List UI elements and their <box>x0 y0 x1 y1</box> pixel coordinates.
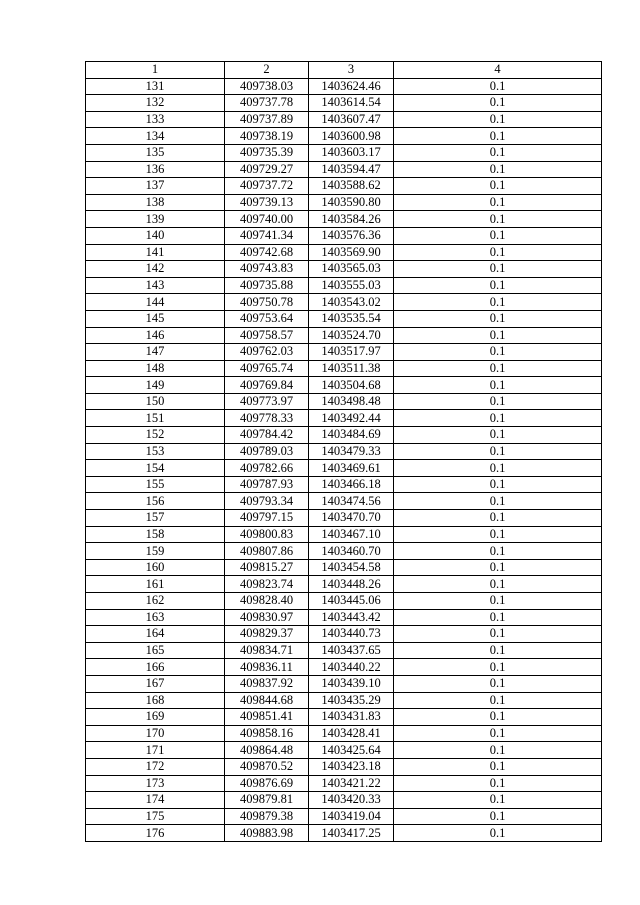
x-coordinate-cell: 409851.41 <box>225 709 309 726</box>
y-coordinate-cell: 1403435.29 <box>309 692 394 709</box>
y-coordinate-cell: 1403600.98 <box>309 128 394 145</box>
column-header-3: 3 <box>309 62 394 79</box>
table-row <box>86 825 602 842</box>
accuracy-cell: 0.1 <box>394 725 602 742</box>
table-row <box>86 493 602 510</box>
y-coordinate-cell: 1403445.06 <box>309 593 394 610</box>
x-coordinate-cell: 409797.15 <box>225 510 309 527</box>
table-row <box>86 360 602 377</box>
point-number-cell: 148 <box>86 360 225 377</box>
accuracy-cell: 0.1 <box>394 443 602 460</box>
accuracy-cell: 0.1 <box>394 360 602 377</box>
table-row <box>86 227 602 244</box>
accuracy-cell: 0.1 <box>394 178 602 195</box>
accuracy-cell: 0.1 <box>394 327 602 344</box>
accuracy-cell: 0.1 <box>394 792 602 809</box>
accuracy-cell: 0.1 <box>394 144 602 161</box>
y-coordinate-cell: 1403484.69 <box>309 427 394 444</box>
table-row <box>86 543 602 560</box>
point-number-cell: 137 <box>86 178 225 195</box>
accuracy-cell: 0.1 <box>394 377 602 394</box>
table-row <box>86 111 602 128</box>
y-coordinate-cell: 1403517.97 <box>309 344 394 361</box>
x-coordinate-cell: 409879.81 <box>225 792 309 809</box>
accuracy-cell: 0.1 <box>394 626 602 643</box>
point-number-cell: 167 <box>86 675 225 692</box>
x-coordinate-cell: 409793.34 <box>225 493 309 510</box>
point-number-cell: 161 <box>86 576 225 593</box>
y-coordinate-cell: 1403492.44 <box>309 410 394 427</box>
table-row <box>86 725 602 742</box>
y-coordinate-cell: 1403498.48 <box>309 393 394 410</box>
table-row <box>86 443 602 460</box>
x-coordinate-cell: 409778.33 <box>225 410 309 427</box>
point-number-cell: 140 <box>86 227 225 244</box>
y-coordinate-cell: 1403504.68 <box>309 377 394 394</box>
accuracy-cell: 0.1 <box>394 476 602 493</box>
table-row <box>86 775 602 792</box>
point-number-cell: 146 <box>86 327 225 344</box>
y-coordinate-cell: 1403440.22 <box>309 659 394 676</box>
table-row <box>86 393 602 410</box>
point-number-cell: 162 <box>86 593 225 610</box>
y-coordinate-cell: 1403440.73 <box>309 626 394 643</box>
table-header <box>86 62 602 79</box>
table-row <box>86 709 602 726</box>
accuracy-cell: 0.1 <box>394 593 602 610</box>
accuracy-cell: 0.1 <box>394 277 602 294</box>
accuracy-cell: 0.1 <box>394 161 602 178</box>
accuracy-cell: 0.1 <box>394 393 602 410</box>
table-row <box>86 642 602 659</box>
point-number-cell: 156 <box>86 493 225 510</box>
point-number-cell: 175 <box>86 808 225 825</box>
x-coordinate-cell: 409784.42 <box>225 427 309 444</box>
y-coordinate-cell: 1403588.62 <box>309 178 394 195</box>
accuracy-cell: 0.1 <box>394 227 602 244</box>
x-coordinate-cell: 409807.86 <box>225 543 309 560</box>
table-row <box>86 310 602 327</box>
y-coordinate-cell: 1403565.03 <box>309 261 394 278</box>
point-number-cell: 131 <box>86 78 225 95</box>
x-coordinate-cell: 409739.13 <box>225 194 309 211</box>
accuracy-cell: 0.1 <box>394 510 602 527</box>
table-row <box>86 460 602 477</box>
point-number-cell: 133 <box>86 111 225 128</box>
point-number-cell: 136 <box>86 161 225 178</box>
table-row <box>86 675 602 692</box>
accuracy-cell: 0.1 <box>394 742 602 759</box>
accuracy-cell: 0.1 <box>394 808 602 825</box>
accuracy-cell: 0.1 <box>394 576 602 593</box>
table-row <box>86 277 602 294</box>
point-number-cell: 150 <box>86 393 225 410</box>
point-number-cell: 139 <box>86 211 225 228</box>
x-coordinate-cell: 409834.71 <box>225 642 309 659</box>
x-coordinate-cell: 409743.83 <box>225 261 309 278</box>
table-row <box>86 410 602 427</box>
table-row <box>86 476 602 493</box>
x-coordinate-cell: 409836.11 <box>225 659 309 676</box>
table-row <box>86 178 602 195</box>
table-row <box>86 576 602 593</box>
column-header-1: 1 <box>86 62 225 79</box>
accuracy-cell: 0.1 <box>394 709 602 726</box>
point-number-cell: 144 <box>86 294 225 311</box>
point-number-cell: 135 <box>86 144 225 161</box>
point-number-cell: 149 <box>86 377 225 394</box>
table-row <box>86 194 602 211</box>
x-coordinate-cell: 409740.00 <box>225 211 309 228</box>
table-body <box>86 78 602 841</box>
x-coordinate-cell: 409769.84 <box>225 377 309 394</box>
accuracy-cell: 0.1 <box>394 609 602 626</box>
point-number-cell: 172 <box>86 758 225 775</box>
x-coordinate-cell: 409864.48 <box>225 742 309 759</box>
y-coordinate-cell: 1403479.33 <box>309 443 394 460</box>
table-row <box>86 510 602 527</box>
y-coordinate-cell: 1403469.61 <box>309 460 394 477</box>
y-coordinate-cell: 1403460.70 <box>309 543 394 560</box>
table-row <box>86 559 602 576</box>
table-row <box>86 211 602 228</box>
x-coordinate-cell: 409787.93 <box>225 476 309 493</box>
table-row <box>86 261 602 278</box>
y-coordinate-cell: 1403535.54 <box>309 310 394 327</box>
accuracy-cell: 0.1 <box>394 543 602 560</box>
accuracy-cell: 0.1 <box>394 410 602 427</box>
accuracy-cell: 0.1 <box>394 111 602 128</box>
y-coordinate-cell: 1403437.65 <box>309 642 394 659</box>
table-row <box>86 144 602 161</box>
table-row <box>86 742 602 759</box>
point-number-cell: 166 <box>86 659 225 676</box>
point-number-cell: 145 <box>86 310 225 327</box>
point-number-cell: 153 <box>86 443 225 460</box>
x-coordinate-cell: 409800.83 <box>225 526 309 543</box>
accuracy-cell: 0.1 <box>394 194 602 211</box>
point-number-cell: 158 <box>86 526 225 543</box>
point-number-cell: 165 <box>86 642 225 659</box>
point-number-cell: 141 <box>86 244 225 261</box>
y-coordinate-cell: 1403470.70 <box>309 510 394 527</box>
accuracy-cell: 0.1 <box>394 261 602 278</box>
accuracy-cell: 0.1 <box>394 427 602 444</box>
table-row <box>86 294 602 311</box>
table-row <box>86 95 602 112</box>
point-number-cell: 164 <box>86 626 225 643</box>
accuracy-cell: 0.1 <box>394 642 602 659</box>
y-coordinate-cell: 1403474.56 <box>309 493 394 510</box>
table-row <box>86 526 602 543</box>
accuracy-cell: 0.1 <box>394 775 602 792</box>
y-coordinate-cell: 1403584.26 <box>309 211 394 228</box>
x-coordinate-cell: 409753.64 <box>225 310 309 327</box>
y-coordinate-cell: 1403467.10 <box>309 526 394 543</box>
y-coordinate-cell: 1403419.04 <box>309 808 394 825</box>
y-coordinate-cell: 1403511.38 <box>309 360 394 377</box>
x-coordinate-cell: 409762.03 <box>225 344 309 361</box>
point-number-cell: 155 <box>86 476 225 493</box>
table-row <box>86 244 602 261</box>
x-coordinate-cell: 409735.39 <box>225 144 309 161</box>
x-coordinate-cell: 409830.97 <box>225 609 309 626</box>
point-number-cell: 170 <box>86 725 225 742</box>
table-row <box>86 808 602 825</box>
x-coordinate-cell: 409879.38 <box>225 808 309 825</box>
point-number-cell: 138 <box>86 194 225 211</box>
table-row <box>86 609 602 626</box>
x-coordinate-cell: 409737.78 <box>225 95 309 112</box>
x-coordinate-cell: 409738.03 <box>225 78 309 95</box>
y-coordinate-cell: 1403614.54 <box>309 95 394 112</box>
y-coordinate-cell: 1403420.33 <box>309 792 394 809</box>
x-coordinate-cell: 409738.19 <box>225 128 309 145</box>
y-coordinate-cell: 1403466.18 <box>309 476 394 493</box>
y-coordinate-cell: 1403594.47 <box>309 161 394 178</box>
point-number-cell: 163 <box>86 609 225 626</box>
y-coordinate-cell: 1403423.18 <box>309 758 394 775</box>
x-coordinate-cell: 409758.57 <box>225 327 309 344</box>
point-number-cell: 132 <box>86 95 225 112</box>
x-coordinate-cell: 409837.92 <box>225 675 309 692</box>
y-coordinate-cell: 1403425.64 <box>309 742 394 759</box>
accuracy-cell: 0.1 <box>394 211 602 228</box>
point-number-cell: 157 <box>86 510 225 527</box>
table-row <box>86 692 602 709</box>
y-coordinate-cell: 1403590.80 <box>309 194 394 211</box>
x-coordinate-cell: 409741.34 <box>225 227 309 244</box>
y-coordinate-cell: 1403569.90 <box>309 244 394 261</box>
point-number-cell: 134 <box>86 128 225 145</box>
column-header-4: 4 <box>394 62 602 79</box>
table-row <box>86 427 602 444</box>
x-coordinate-cell: 409870.52 <box>225 758 309 775</box>
y-coordinate-cell: 1403417.25 <box>309 825 394 842</box>
point-number-cell: 176 <box>86 825 225 842</box>
y-coordinate-cell: 1403439.10 <box>309 675 394 692</box>
table-row <box>86 78 602 95</box>
x-coordinate-cell: 409883.98 <box>225 825 309 842</box>
header-row <box>86 62 602 79</box>
x-coordinate-cell: 409773.97 <box>225 393 309 410</box>
accuracy-cell: 0.1 <box>394 559 602 576</box>
table-row <box>86 377 602 394</box>
x-coordinate-cell: 409737.72 <box>225 178 309 195</box>
accuracy-cell: 0.1 <box>394 344 602 361</box>
accuracy-cell: 0.1 <box>394 78 602 95</box>
accuracy-cell: 0.1 <box>394 95 602 112</box>
y-coordinate-cell: 1403555.03 <box>309 277 394 294</box>
x-coordinate-cell: 409828.40 <box>225 593 309 610</box>
table-row <box>86 327 602 344</box>
x-coordinate-cell: 409815.27 <box>225 559 309 576</box>
point-number-cell: 173 <box>86 775 225 792</box>
accuracy-cell: 0.1 <box>394 244 602 261</box>
table-row <box>86 626 602 643</box>
accuracy-cell: 0.1 <box>394 493 602 510</box>
y-coordinate-cell: 1403603.17 <box>309 144 394 161</box>
y-coordinate-cell: 1403524.70 <box>309 327 394 344</box>
y-coordinate-cell: 1403448.26 <box>309 576 394 593</box>
accuracy-cell: 0.1 <box>394 825 602 842</box>
accuracy-cell: 0.1 <box>394 294 602 311</box>
y-coordinate-cell: 1403543.02 <box>309 294 394 311</box>
y-coordinate-cell: 1403431.83 <box>309 709 394 726</box>
y-coordinate-cell: 1403624.46 <box>309 78 394 95</box>
x-coordinate-cell: 409823.74 <box>225 576 309 593</box>
y-coordinate-cell: 1403428.41 <box>309 725 394 742</box>
accuracy-cell: 0.1 <box>394 128 602 145</box>
point-number-cell: 169 <box>86 709 225 726</box>
point-number-cell: 152 <box>86 427 225 444</box>
point-number-cell: 174 <box>86 792 225 809</box>
accuracy-cell: 0.1 <box>394 310 602 327</box>
point-number-cell: 160 <box>86 559 225 576</box>
table-row <box>86 161 602 178</box>
accuracy-cell: 0.1 <box>394 460 602 477</box>
point-number-cell: 147 <box>86 344 225 361</box>
x-coordinate-cell: 409765.74 <box>225 360 309 377</box>
point-number-cell: 142 <box>86 261 225 278</box>
accuracy-cell: 0.1 <box>394 758 602 775</box>
x-coordinate-cell: 409844.68 <box>225 692 309 709</box>
table-row <box>86 593 602 610</box>
x-coordinate-cell: 409742.68 <box>225 244 309 261</box>
x-coordinate-cell: 409735.88 <box>225 277 309 294</box>
point-number-cell: 151 <box>86 410 225 427</box>
x-coordinate-cell: 409729.27 <box>225 161 309 178</box>
accuracy-cell: 0.1 <box>394 675 602 692</box>
table-row <box>86 128 602 145</box>
y-coordinate-cell: 1403443.42 <box>309 609 394 626</box>
point-number-cell: 168 <box>86 692 225 709</box>
table-row <box>86 758 602 775</box>
x-coordinate-cell: 409750.78 <box>225 294 309 311</box>
point-number-cell: 143 <box>86 277 225 294</box>
y-coordinate-cell: 1403607.47 <box>309 111 394 128</box>
accuracy-cell: 0.1 <box>394 526 602 543</box>
point-number-cell: 159 <box>86 543 225 560</box>
column-header-2: 2 <box>225 62 309 79</box>
x-coordinate-cell: 409737.89 <box>225 111 309 128</box>
accuracy-cell: 0.1 <box>394 659 602 676</box>
accuracy-cell: 0.1 <box>394 692 602 709</box>
y-coordinate-cell: 1403454.58 <box>309 559 394 576</box>
point-number-cell: 171 <box>86 742 225 759</box>
point-number-cell: 154 <box>86 460 225 477</box>
x-coordinate-cell: 409876.69 <box>225 775 309 792</box>
coordinates-table <box>85 61 602 842</box>
table-row <box>86 344 602 361</box>
x-coordinate-cell: 409789.03 <box>225 443 309 460</box>
y-coordinate-cell: 1403576.36 <box>309 227 394 244</box>
x-coordinate-cell: 409858.16 <box>225 725 309 742</box>
x-coordinate-cell: 409829.37 <box>225 626 309 643</box>
table-row <box>86 659 602 676</box>
table-row <box>86 792 602 809</box>
x-coordinate-cell: 409782.66 <box>225 460 309 477</box>
y-coordinate-cell: 1403421.22 <box>309 775 394 792</box>
